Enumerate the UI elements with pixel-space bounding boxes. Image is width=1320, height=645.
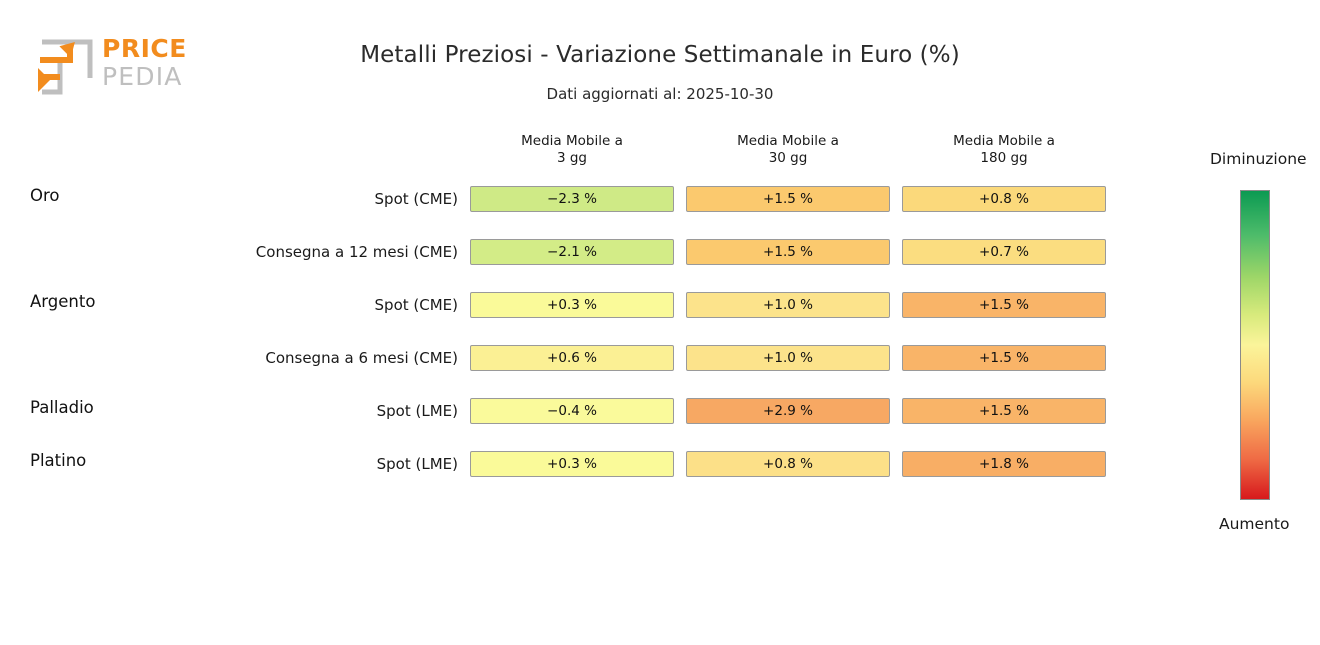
heatmap-cell[interactable]: −2.1 %: [470, 239, 674, 265]
page-title: Metalli Preziosi - Variazione Settimanale in Euro (%): [360, 42, 960, 68]
heatmap-cell[interactable]: +1.8 %: [902, 451, 1106, 477]
column-header-line: 180 gg: [980, 150, 1028, 166]
table-row: [0, 337, 1180, 390]
heatmap-cell[interactable]: −0.4 %: [470, 398, 674, 424]
table-row: [0, 284, 1180, 337]
table-row: [0, 390, 1180, 443]
page-subtitle: Dati aggiornati al: 2025-10-30: [546, 85, 774, 103]
row-label: Spot (LME): [376, 455, 458, 473]
group-label: Argento: [30, 292, 96, 311]
heatmap-cell[interactable]: +1.5 %: [902, 398, 1106, 424]
logo-text-pedia: PEDIA: [102, 62, 183, 91]
row-label: Consegna a 12 mesi (CME): [255, 243, 458, 261]
heatmap-cell[interactable]: +0.3 %: [470, 292, 674, 318]
heatmap-cell[interactable]: +1.0 %: [686, 345, 890, 371]
table-row: [0, 443, 1180, 496]
heatmap-rows: [0, 178, 1180, 496]
column-headers: [0, 130, 1180, 178]
column-header-line: Media Mobile a: [953, 133, 1055, 149]
heatmap-cell[interactable]: +2.9 %: [686, 398, 890, 424]
group-label: Oro: [30, 186, 60, 205]
logo-text-price: PRICE: [102, 34, 187, 63]
group-label: Palladio: [30, 398, 94, 417]
heatmap-cell[interactable]: +1.5 %: [902, 345, 1106, 371]
group-label: Platino: [30, 451, 87, 470]
row-label: Spot (CME): [374, 296, 458, 314]
column-header: [470, 133, 674, 167]
heatmap-cell[interactable]: +0.3 %: [470, 451, 674, 477]
heatmap-cell[interactable]: +1.5 %: [686, 186, 890, 212]
row-label: Consegna a 6 mesi (CME): [265, 349, 458, 367]
column-header: [686, 133, 890, 167]
heatmap-cell[interactable]: +0.6 %: [470, 345, 674, 371]
row-label: Spot (LME): [376, 402, 458, 420]
column-header-line: 3 gg: [556, 150, 588, 166]
column-header-line: 30 gg: [768, 150, 808, 166]
colorbar-gradient: [1240, 190, 1270, 500]
heatmap-matrix: [0, 130, 1180, 496]
column-header-line: Media Mobile a: [521, 133, 623, 149]
legend-label-bottom: Aumento: [1219, 515, 1290, 533]
heatmap-cell[interactable]: +1.0 %: [686, 292, 890, 318]
column-header-line: Media Mobile a: [737, 133, 839, 149]
column-header: [902, 133, 1106, 167]
heatmap-cell[interactable]: −2.3 %: [470, 186, 674, 212]
legend-label-top: Diminuzione: [1210, 150, 1307, 168]
table-row: [0, 231, 1180, 284]
table-row: [0, 178, 1180, 231]
heatmap-cell[interactable]: +0.8 %: [902, 186, 1106, 212]
heatmap-cell[interactable]: +0.7 %: [902, 239, 1106, 265]
heatmap-cell[interactable]: +1.5 %: [686, 239, 890, 265]
heatmap-cell[interactable]: +0.8 %: [686, 451, 890, 477]
row-label: Spot (CME): [374, 190, 458, 208]
heatmap-cell[interactable]: +1.5 %: [902, 292, 1106, 318]
